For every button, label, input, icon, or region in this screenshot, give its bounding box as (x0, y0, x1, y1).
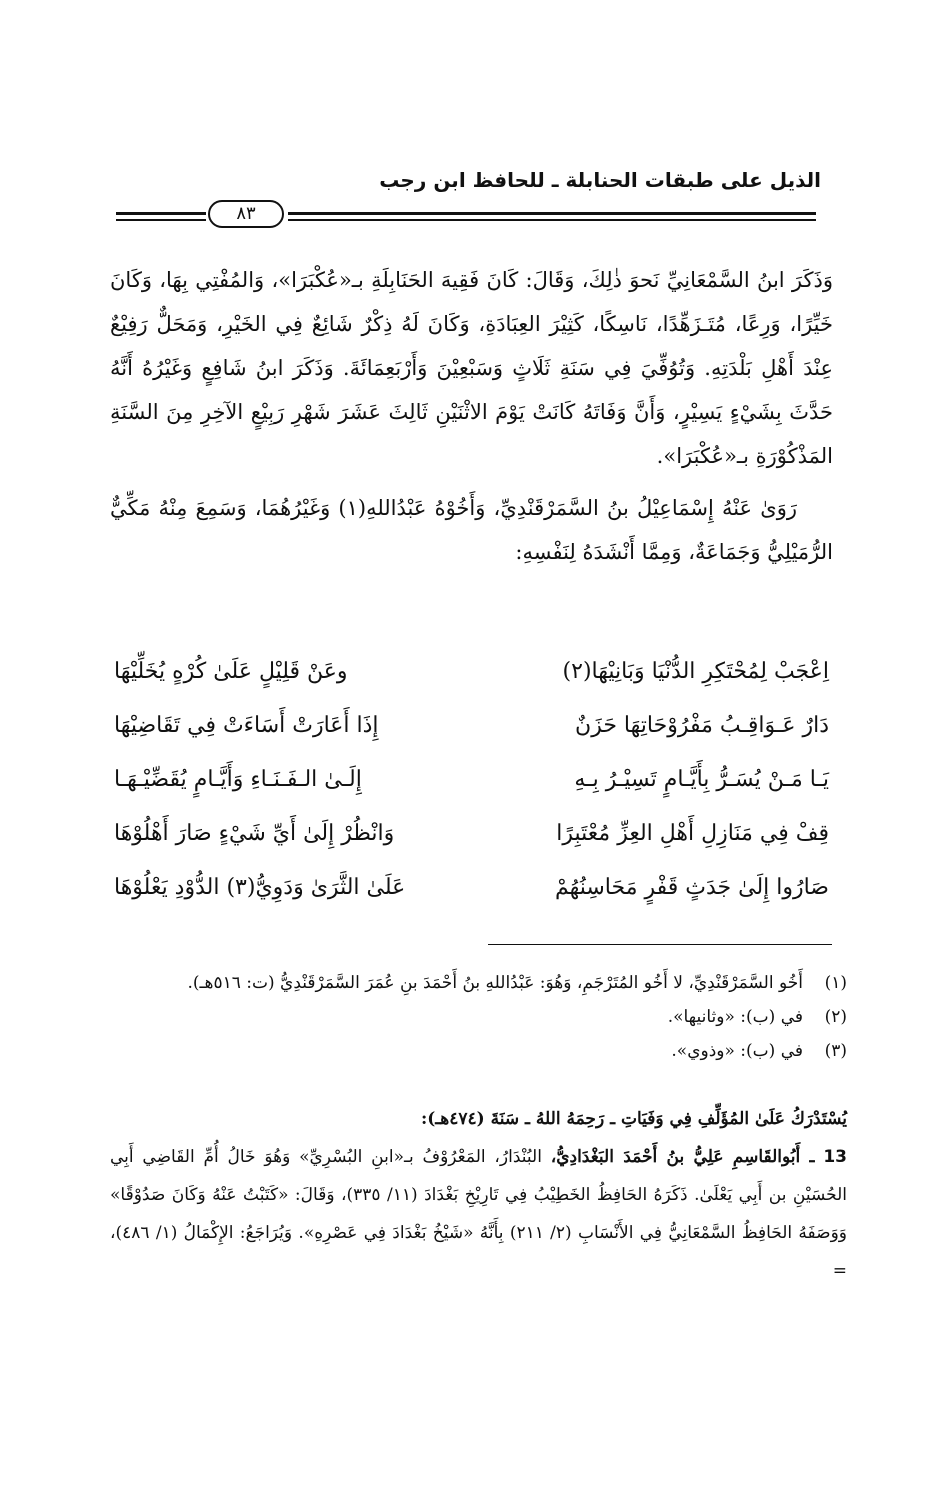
poem-verse (110, 806, 837, 860)
footnote-number: (٢) (824, 1007, 847, 1027)
verse-second-hemistich: وَانْظُرْ إِلَىٰ أَيِّ شَيْءٍ صَارَ أَهْلُوْهَا (114, 820, 395, 846)
header-rule-right-top (288, 212, 816, 215)
verse-second-hemistich: إِلَـىٰ الـفَـنَـاءِ وَأَيَّـامٍ يُقَضِّيْـهَـا (114, 766, 362, 792)
verse-second-hemistich: عَلَىٰ الثَّرَىٰ وَدَوِيُّ(٣) الدُّوْدِ يَعْلُوْهَا (114, 874, 406, 900)
poem-verse (110, 752, 837, 806)
addendum-entry (110, 1138, 847, 1290)
running-head: الذيل على طبقات الحنابلة ـ للحافظ ابن رجب (379, 168, 821, 192)
footnote (110, 966, 847, 1000)
paragraph: رَوَىٰ عَنْهُ إِسْمَاعِيْلُ بنُ السَّمَرْقَنْدِيِّ، وَأَخُوْهُ عَبْدُاللهِ(١) وَغَيْرُهُمَا، وَسَمِعَ مِنْهُ مَكِّيٌّ الرُّمَيْلِيُّ وَجَمَاعَةٌ، وَمِمَّا أَنْشَدَهُ لِنَفْسِهِ: (110, 496, 833, 564)
verse-second-hemistich: إِذَا أَعَارَتْ أَسَاءَتْ فِي تَقَاضِيْهَا (114, 712, 379, 738)
entry-number: 13 (823, 1147, 848, 1167)
footnote (110, 1000, 847, 1034)
page-number: ٨٣ (208, 200, 284, 228)
poem-verse (110, 698, 837, 752)
header-rule-right-bottom (288, 219, 816, 221)
verse-first-hemistich: يَـا مَـنْ يُسَـرُّ بِأَيَّـامٍ تَسِيْـرُ بِـهِ (574, 766, 829, 792)
entry-name: ـ أَبُوالقَاسِمِ عَلِيُّ بنُ أَحْمَدَ البَغْدَادِيُّ، (550, 1147, 815, 1167)
footnote-text: في (ب): «وثانيها». (667, 1007, 803, 1027)
verse-first-hemistich: دَارٌ عَـوَاقِـبُ مَفْرُوْحَاتِهَا حَزَنٌ (575, 712, 829, 738)
footnote-text: في (ب): «وذوي». (671, 1041, 803, 1061)
poem-verse (110, 860, 837, 914)
body-text (110, 258, 833, 574)
verse-first-hemistich: قِفْ فِي مَنَازِلِ أَهْلِ العِزِّ مُعْتَبِرًا (556, 820, 829, 846)
paragraph: وَذَكَرَ ابنُ السَّمْعَانِيِّ نَحوَ ذٰلِكَ، وَقَالَ: كَانَ فَقِيهَ الحَنَابِلَةِ بـ«عُكْبَرَا»، وَالمُفْتِي بِهَا، وَكَانَ خَيِّرًا، وَرِعًا، مُتَـزَهِّدًا، نَاسِكًا، كَثِيْرَ العِبَادَةِ، وَكَانَ لَهُ ذِكْرٌ شَائِعٌ فِي الخَيْرِ، وَمَحَلٌّ رَفِيْعٌ عِنْدَ أَهْلِ بَلْدَتِهِ. وَتُوُفِّيَ فِي سَنَةِ ثَلَاثٍ وَسَبْعِيْنَ وَأَرْبَعِمَائَةَ. وَذَكَرَ ابنُ شَافِعٍ وَغَيْرُهُ أَنَّهُ حَدَّثَ بِشَيْءٍ يَسِيْرٍ، وَأَنَّ وَفَاتَهُ كَانَتْ يَوْمَ الاثْنَيْنِ ثَالِثَ عَشَرَ شَهْرِ رَبِيْعٍ الآخِرِ مِنَ السَّنَةِ المَذْكُوْرَةِ بـ«عُكْبَرَا». (110, 268, 833, 468)
footnotes (110, 966, 847, 1068)
verse-second-hemistich: وعَنْ قَلِيْلٍ عَلَىٰ كُرْهٍ يُخَلِّيْهَا (114, 658, 348, 684)
footnote-text: أَخُو السَّمَرْقَنْدِيِّ، لا أَخُو المُتَرْجَمِ، وَهُوَ: عَبْدُاللهِ بنُ أَحْمَدَ بنِ عُمَرَ السَّمَرْقَنْدِيُّ (ت: ٥١٦هـ). (187, 973, 803, 993)
entry-text: البُنْدَارُ، المَعْرُوْفُ بـ«ابنِ البُسْرِيِّ» وَهُوَ خَالُ أُمِّ القَاضِي أَبِي الحُسَيْنِ بن أَبِي يَعْلَىٰ. ذَكَرَهُ الحَافِظُ الخَطِيْبُ فِي تَارِيْخِ بَغْدَادَ (١١/ ٣٣٥)، وَقَالَ: «كَتَبْتُ عَنْهُ وَكَانَ صَدُوْقًا» وَوَصَفَهُ الحَافِظُ السَّمْعَانِيُّ فِي الأَنْسَابِ (٢/ ٢١١) بِأَنَّهُ «شَيْخُ بَغْدَادَ فِي عَصْرِهِ». وَيُرَاجَعُ: الإِكْمَالُ (١/ ٤٨٦)، = (110, 1147, 848, 1281)
addendum-heading: يُسْتَدْرَكُ عَلَىٰ المُؤَلِّفِ فِي وَفَيَاتِ ـ رَحِمَهُ اللهُ ـ سَنَةَ (٤٧٤هـ): (420, 1109, 847, 1129)
poem-verse (110, 644, 837, 698)
footnote-number: (٣) (824, 1041, 847, 1061)
header-rule-left-top (116, 212, 206, 215)
footnote-separator (488, 944, 832, 945)
addendum (110, 1100, 847, 1290)
footnote-number: (١) (824, 973, 847, 993)
verse-first-hemistich: اِعْجَبْ لِمُحْتَكِرِ الدُّنْيَا وَبَانِيْهَا(٢) (562, 658, 829, 684)
header-rule-left-bottom (116, 219, 206, 221)
verse-first-hemistich: صَارُوا إِلَىٰ جَدَثٍ قَفْرٍ مَحَاسِنُهُمْ (554, 874, 829, 900)
poem (110, 644, 837, 914)
footnote (110, 1034, 847, 1068)
